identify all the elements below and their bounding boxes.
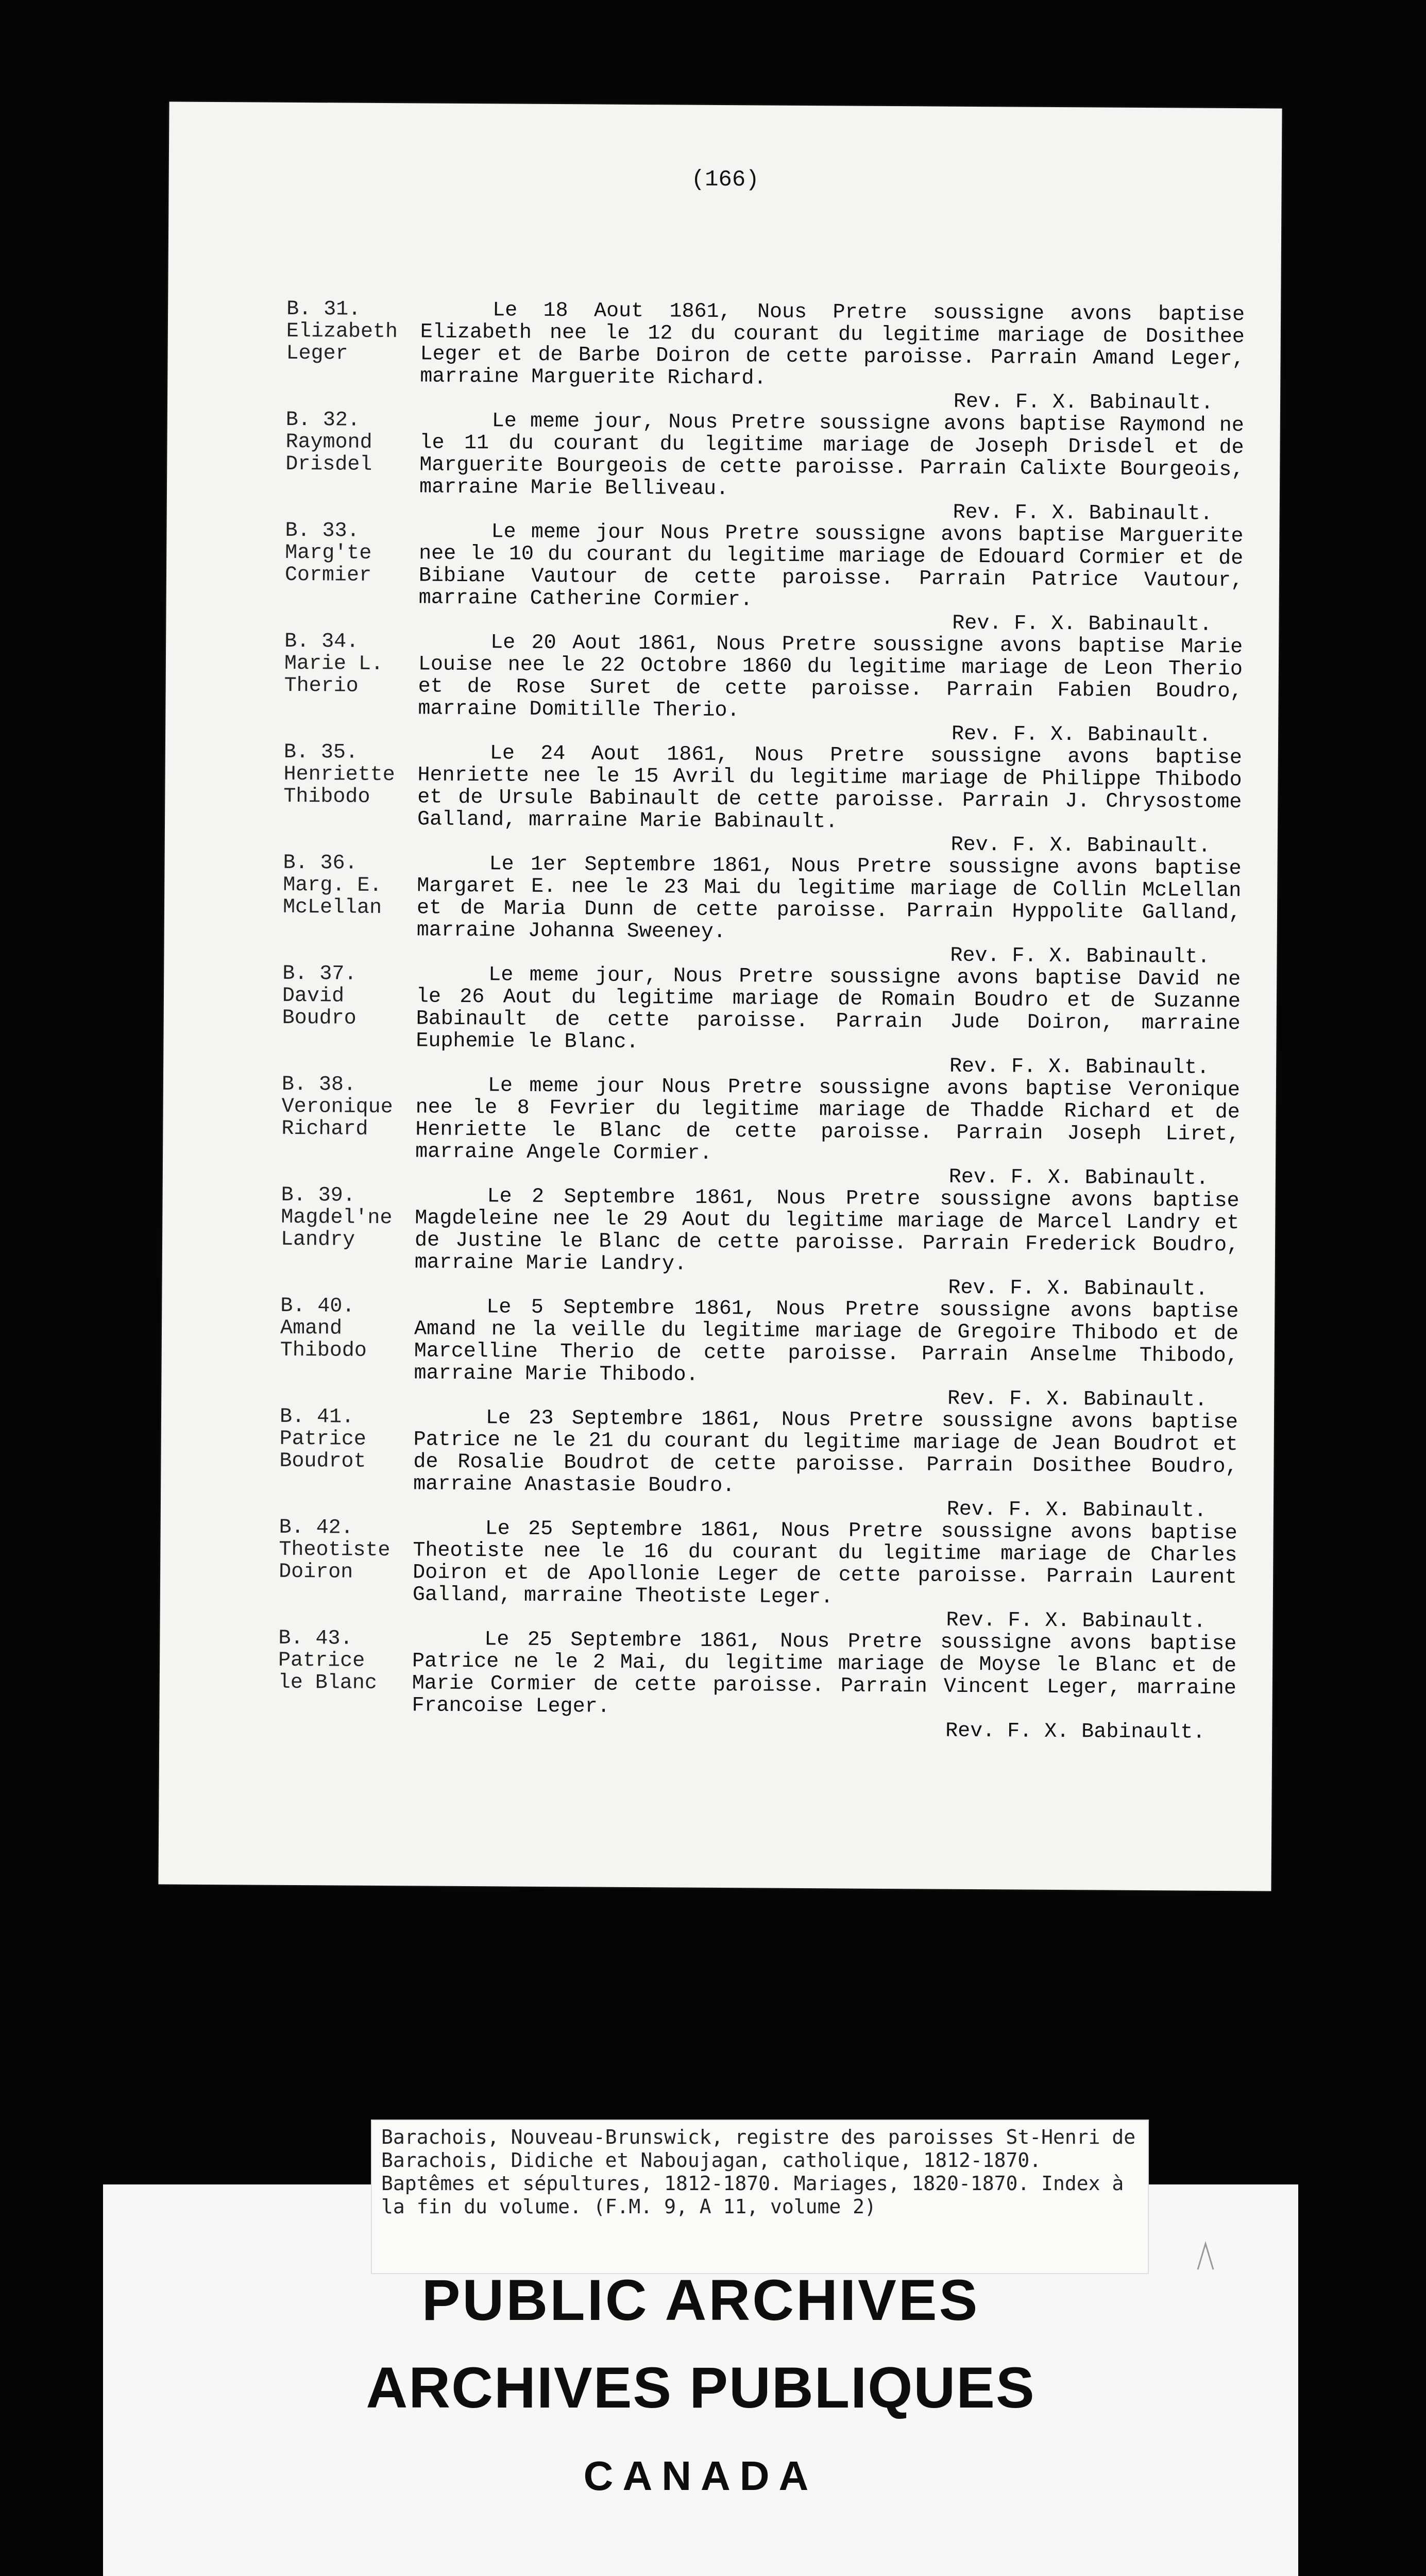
baptism-entry (285, 409, 1244, 526)
entry-signature: Rev. F. X. Babinault. (951, 722, 1212, 748)
entry-text: Le 25 Septembre 1861, Nous Pretre soussigne avons baptise Patrice ne le 2 Mai, du legitime mariage de Moyse le Blanc et de Marie Cormier de cette paroisse. Parrain Vincent Leger, marraine Francoise Leger. (412, 1628, 1237, 1719)
entry-signature: Rev. F. X. Babinault. (953, 501, 1213, 526)
entry-margin-note: B. 39. Magdel'ne Landry (280, 1183, 393, 1252)
baptism-entry (282, 963, 1241, 1079)
entry-text: Le 25 Septembre 1861, Nous Pretre soussigne avons baptise Theotiste nee le 16 du courant du legitime mariage de Charles Doiron et de Apollonie Leger de cette paroisse. Parrain Laurent Galland, marraine Theotiste Leger. (412, 1517, 1237, 1609)
entry-body (417, 742, 1242, 858)
baptism-entry (280, 1295, 1238, 1412)
entry-margin-note: B. 40. Amand Thibodo (280, 1294, 367, 1363)
entry-signature: Rev. F. X. Babinault. (950, 833, 1211, 858)
baptism-entry (284, 631, 1243, 747)
entry-margin-note: B. 36. Marg. E. McLellan (282, 851, 382, 920)
entry-text: Le 23 Septembre 1861, Nous Pretre soussigne avons baptise Patrice ne le 21 du courant du legitime mariage de Jean Boudrot et de Rosalie Boudrot de cette paroisse. Parrain Dosithee Boudro, marraine Anastasie Boudro. (413, 1406, 1238, 1498)
entry-text: Le meme jour Nous Pretre soussigne avons baptise Marguerite nee le 10 du courant du legitime mariage de Edouard Cormier et de Bibiane Vautour de cette paroisse. Parrain Patrice Vautour, marraine Catherine Cormier. (418, 520, 1244, 612)
entry-body (412, 1517, 1237, 1633)
entry-signature: Rev. F. X. Babinault. (948, 1276, 1208, 1301)
entry-margin-note: B. 37. David Boudro (282, 962, 357, 1030)
entry-signature: Rev. F. X. Babinault. (946, 1608, 1206, 1634)
entry-signature: Rev. F. X. Babinault. (949, 1055, 1210, 1080)
entry-signature: Rev. F. X. Babinault. (952, 612, 1212, 637)
baptism-entry (280, 1184, 1239, 1301)
entry-text: Le 2 Septembre 1861, Nous Pretre soussigne avons baptise Magdeleine nee le 29 Aout du legitime mariage de Marcel Landry et de Justine le Blanc de cette paroisse. Parrain Frederick Boudro, marraine Marie Landry. (414, 1185, 1240, 1276)
entry-body (416, 963, 1241, 1079)
entry-body (413, 1406, 1238, 1522)
register-page (158, 101, 1282, 1891)
entry-signature: Rev. F. X. Babinault. (945, 1719, 1206, 1744)
entry-signature: Rev. F. X. Babinault. (946, 1498, 1207, 1523)
baptism-entry (286, 298, 1245, 415)
entry-text: Le 18 Aout 1861, Nous Pretre soussigne avons baptise Elizabeth nee le 12 du courant du legitime mariage de Dosithee Leger et de Barbe Doiron de cette paroisse. Parrain Amand Leger, marraine Marguerite Richard. (420, 299, 1245, 391)
entry-margin-note: B. 34. Marie L. Therio (284, 630, 384, 698)
entry-body (414, 1185, 1239, 1301)
entry-signature: Rev. F. X. Babinault. (948, 1165, 1209, 1191)
entry-margin-note: B. 31. Elizabeth Leger (286, 297, 398, 366)
archives-publiques-title: ARCHIVES PUBLIQUES (366, 2355, 1035, 2420)
entry-text: Le 1er Septembre 1861, Nous Pretre soussigne avons baptise Margaret E. nee le 23 Mai du legitime mariage de Collin McLellan et de Maria Dunn de cette paroisse. Parrain Hyppolite Galland, marraine Johanna Sweeney. (416, 853, 1242, 944)
baptism-entry (284, 520, 1243, 636)
entry-signature: Rev. F. X. Babinault. (947, 1387, 1208, 1412)
entry-text: Le 20 Aout 1861, Nous Pretre soussigne avons baptise Marie Louise nee le 22 Octobre 1860 du legitime mariage de Leon Therio et de Rose Suret de cette paroisse. Parrain Fabien Boudro, marraine Domitille Therio. (418, 631, 1243, 723)
canada-title: CANADA (583, 2453, 818, 2499)
entry-signature: Rev. F. X. Babinault. (950, 944, 1210, 969)
public-archives-title: PUBLIC ARCHIVES (421, 2268, 980, 2332)
entry-body (418, 520, 1243, 636)
entry-margin-note: B. 32. Raymond Drisdel (285, 408, 372, 477)
baptism-entries (278, 298, 1245, 1744)
entry-body (420, 299, 1245, 415)
entry-margin-note: B. 35. Henriette Thibodo (283, 740, 395, 809)
baptism-entry (281, 1074, 1240, 1190)
entry-margin-note: B. 41. Patrice Boudrot (279, 1405, 366, 1473)
entry-body (418, 631, 1243, 747)
catalog-slip: Barachois, Nouveau-Brunswick, registre des paroisses St-Henri de Barachois, Didiche et Naboujagan, catholique, 1812-1870. Baptêmes et sépultures, 1812-1870. Mariages, 1820-1870. Index à la fin du volume. (F.M. 9, A 11, volume 2) (371, 2120, 1149, 2274)
entry-margin-note: B. 33. Marg'te Cormier (284, 519, 372, 587)
entry-body (414, 1296, 1238, 1412)
entry-signature: Rev. F. X. Babinault. (953, 390, 1214, 415)
archives-label-card (103, 2126, 1298, 2576)
entry-body (416, 853, 1241, 969)
entry-margin-note: B. 43. Patrice le Blanc (278, 1626, 378, 1695)
entry-margin-note: B. 38. Veronique Richard (281, 1073, 393, 1141)
entry-margin-note: B. 42. Theotiste Doiron (279, 1516, 391, 1584)
entry-body (419, 410, 1244, 526)
entry-text: Le 24 Aout 1861, Nous Pretre soussigne avons baptise Henriette nee le 15 Avril du legitime mariage de Philippe Thibodo et de Ursule Babinault de cette paroisse. Parrain J. Chrysostome Galland, marraine Marie Babinault. (417, 742, 1242, 834)
entry-body (415, 1074, 1240, 1190)
page-number: (166) (691, 166, 759, 193)
baptism-entry (279, 1517, 1237, 1633)
entry-text: Le meme jour Nous Pretre soussigne avons baptise Veronique nee le 8 Fevrier du legitime mariage de Thadde Richard et de Henriette le Blanc de cette paroisse. Parrain Joseph Liret, marraine Angele Cormier. (415, 1074, 1241, 1165)
entry-text: Le 5 Septembre 1861, Nous Pretre soussigne avons baptise Amand ne la veille du legitime mariage de Gregoire Thibodo et de Marcelline Therio de cette paroisse. Parrain Anselme Thibodo, marraine Marie Thibodo. (414, 1296, 1239, 1387)
baptism-entry (282, 852, 1241, 969)
entry-text: Le meme jour, Nous Pretre soussigne avons baptise Raymond ne le 11 du courant du legitime mariage de Joseph Drisdel et de Marguerite Bourgeois de cette paroisse. Parrain Calixte Bourgeois, marraine Marie Belliveau. (419, 410, 1244, 501)
baptism-entry (283, 741, 1242, 858)
entry-text: Le meme jour, Nous Pretre soussigne avons baptise David ne le 26 Aout du legitime mariage de Romain Boudro et de Suzanne Babinault de cette paroisse. Parrain Jude Doiron, marraine Euphemie le Blanc. (416, 963, 1241, 1055)
baptism-entry (278, 1628, 1236, 1744)
baptism-entry (279, 1406, 1238, 1522)
entry-body (412, 1628, 1236, 1744)
